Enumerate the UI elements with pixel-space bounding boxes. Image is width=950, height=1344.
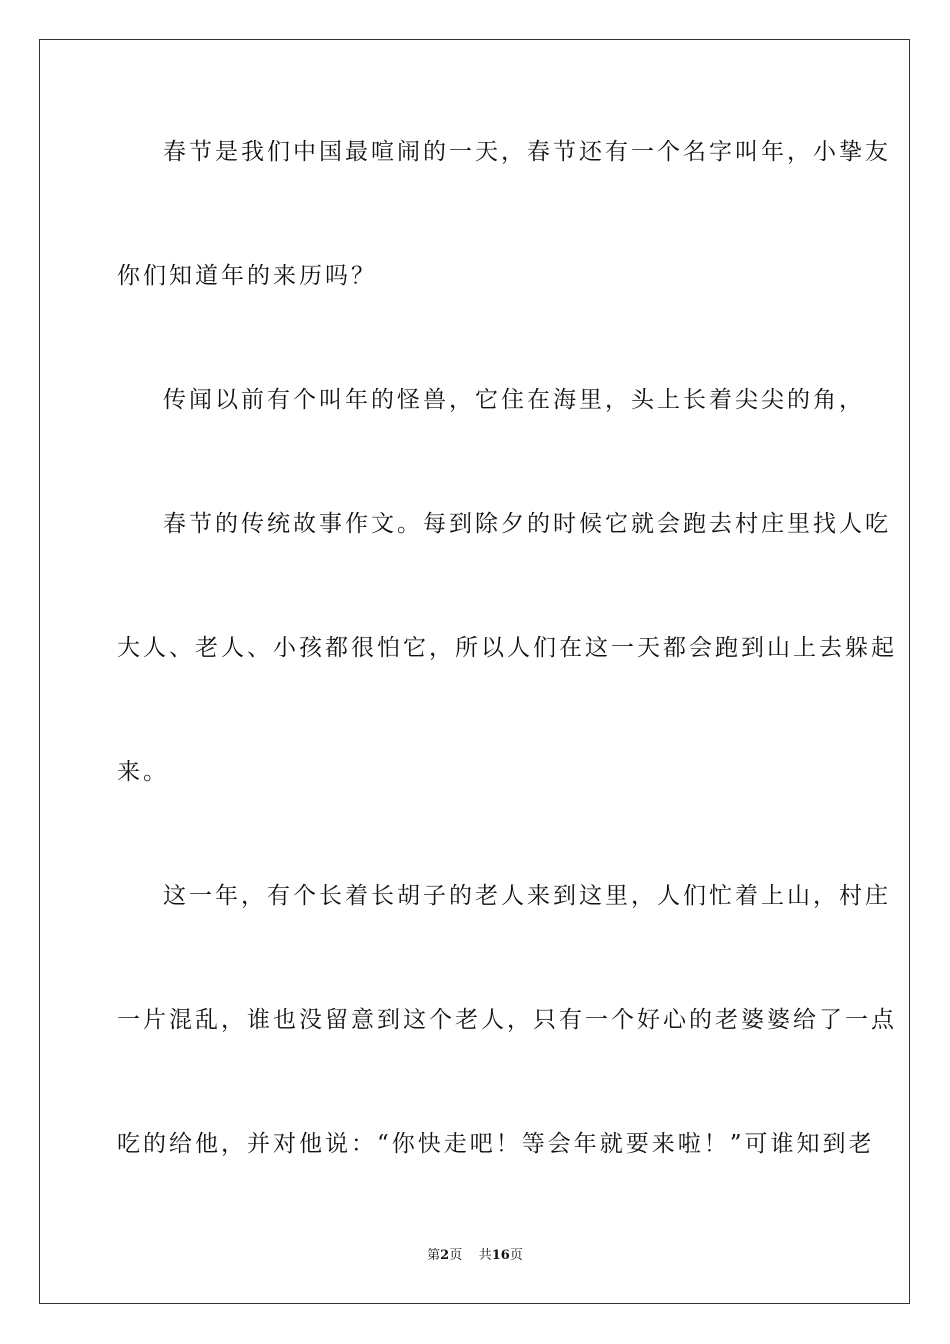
text-line-6: 来。 [117, 759, 169, 785]
total-suffix: 页 [509, 1248, 523, 1263]
text-line-8: 一片混乱，谁也没留意到这个老人，只有一个好心的老婆婆给了一点 [117, 1007, 897, 1033]
text-line-2: 你们知道年的来历吗？ [117, 263, 377, 289]
page-number: 2 [440, 1248, 450, 1263]
text-line-5: 大人、老人、小孩都很怕它，所以人们在这一天都会跑到山上去躲起 [117, 635, 897, 661]
text-line-3: 传闻以前有个叫年的怪兽，它住在海里，头上长着尖尖的角， [163, 387, 865, 413]
page-suffix: 页 [449, 1248, 463, 1263]
total-pages: 16 [491, 1248, 510, 1263]
text-line-1: 春节是我们中国最喧闹的一天，春节还有一个名字叫年，小挚友 [163, 139, 891, 165]
page-border [39, 39, 910, 1304]
text-line-9: 吃的给他，并对他说：“你快走吧！等会年就要来啦！”可谁知到老 [117, 1131, 875, 1157]
page-footer [0, 1247, 950, 1265]
total-prefix: 共 [478, 1248, 492, 1263]
text-line-4: 春节的传统故事作文。每到除夕的时候它就会跑去村庄里找人吃 [163, 511, 891, 537]
text-line-7: 这一年，有个长着长胡子的老人来到这里，人们忙着上山，村庄 [163, 883, 891, 909]
page-prefix: 第 [427, 1248, 441, 1263]
